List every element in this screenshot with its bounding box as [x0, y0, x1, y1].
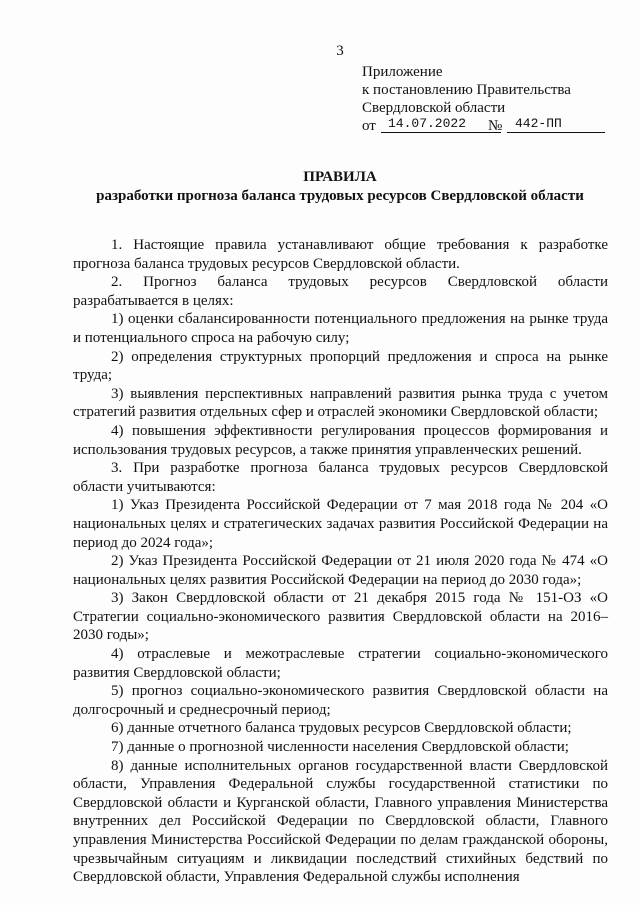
appendix-line-1: Приложение — [362, 64, 443, 80]
paragraph: 3. При разработке прогноза баланса трудовых ресурсов Свердловской области учитываются: — [73, 460, 608, 495]
paragraph: 2) определения структурных пропорций предложения и спроса на рынке труда; — [73, 348, 608, 384]
document-body — [73, 236, 608, 887]
page-number: 3 — [336, 43, 344, 59]
appendix-block — [362, 63, 612, 135]
from-label: от — [362, 118, 376, 134]
number-label: № — [488, 118, 503, 134]
appendix-line-2: к постановлению Правительства — [362, 82, 571, 98]
paragraph: 1. Настоящие правила устанавливают общие требования к разработке прогноза баланса трудовых ресурсов Свердловской области. — [73, 237, 608, 272]
document-title: ПРАВИЛА — [303, 169, 377, 185]
decree-number: 442-ПП — [515, 116, 562, 131]
paragraph: 7) данные о прогнозной численности населения Свердловской области; — [111, 739, 569, 756]
paragraph: 3) Закон Свердловской области от 21 декабря 2015 года № 151-ОЗ «О Стратегии социально-экономического развития Свердловской области на 2016–2030 годы»; — [73, 590, 608, 644]
paragraph: 2. Прогноз баланса трудовых ресурсов Свердловской области разрабатывается в целях: — [73, 274, 608, 309]
paragraph: 4) повышения эффективности регулирования процессов формирования и использования трудовых ресурсов, а также принятия управленческих решений. — [73, 422, 608, 458]
decree-reference — [362, 117, 612, 135]
decree-number-field — [507, 116, 605, 133]
decree-date: 14.07.2022 — [388, 116, 467, 131]
paragraph: 2) Указ Президента Российской Федерации от 21 июля 2020 года № 474 «О национальных целях развития Российской Федерации на период до 2030 года»; — [73, 553, 608, 588]
paragraph: 4) отраслевые и межотраслевые стратегии социально-экономического развития Свердловской области; — [73, 646, 608, 681]
paragraph: 5) прогноз социально-экономического развития Свердловской области на долгосрочный и среднесрочный период; — [73, 683, 608, 718]
paragraph: 8) данные исполнительных органов государственной власти Свердловской области, Управления Федеральной службы государственной статистики по Свердловской области и Курганской области, Главного управления Министерства внутренних дел Российской Федерации по Свердловской области, Главного управления Министерства Российской Федерации по делам гражданской обороны, чрезвычайным ситуациям и ликвидации последствий стихийных бедствий по Свердловской области, Управления Федеральной службы исполнения — [73, 757, 608, 886]
appendix-line-3: Свердловской области — [362, 100, 506, 116]
document-subtitle: разработки прогноза баланса трудовых ресурсов Свердловской области — [96, 188, 584, 204]
paragraph: 1) оценки сбалансированности потенциального предложения на рынке труда и потенциального спроса на рабочую силу; — [73, 311, 608, 346]
decree-date-field — [381, 116, 501, 133]
paragraph: 1) Указ Президента Российской Федерации от 7 мая 2018 года № 204 «О национальных целях и стратегических задачах развития Российской Федерации на период до 2024 года»; — [73, 497, 608, 551]
paragraph: 3) выявления перспективных направлений развития рынка труда с учетом стратегий развития отдельных сфер и отраслей экономики Свердловской области; — [73, 385, 608, 421]
paragraph: 6) данные отчетного баланса трудовых ресурсов Свердловской области; — [111, 720, 572, 737]
